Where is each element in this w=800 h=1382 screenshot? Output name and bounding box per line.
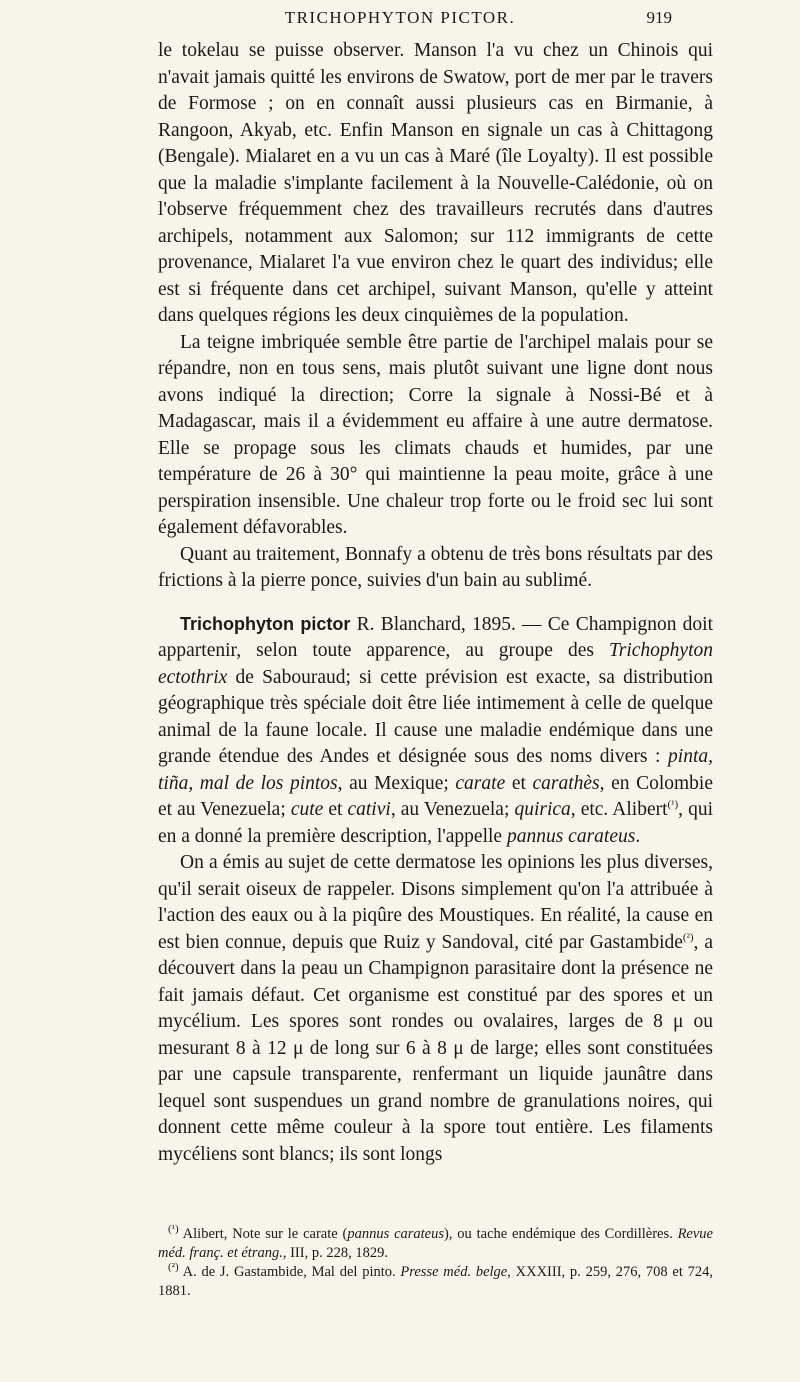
footnote [158, 1225, 713, 1263]
text-run: , a découvert dans la peau un Champignon parasitaire dont la présence ne fait jamais défaut. Cet organisme est constitué par des spores et un mycélium. Les spores sont rondes ou ovalaires, larges de 8 μ ou mesurant 8 à 12 μ de long sur 6 à 8 μ de large; elles sont constituées par une capsule transparente, renfermant un liquide jaunâtre dans lequel sont suspendues un grand nombre de granulations noires, qui donnent cette même couleur à la spore tout entière. Les filaments mycéliens sont blancs; ils sont longs [158, 931, 713, 1165]
italic-term: pannus carateus [506, 825, 636, 847]
text-run: , au Mexique; [337, 772, 456, 794]
text-run: et [323, 799, 348, 820]
paragraph: Quant au traitement, Bonnafy a obtenu de très bons résultats par des frictions à la pierre ponce, suivies d'un bain au sublimé. [158, 543, 713, 591]
text-run: On a émis au sujet de cette dermatose les opinions les plus diverses, qu'il serait oiseux de rappeler. Disons simplement qu'on l'a attribuée à l'action des eaux ou à la piqûre des Moustiques. En réalité, la cause en est bien connue, depuis que Ruiz y Sandoval, cité par Gastambide [158, 852, 713, 953]
body-text [158, 38, 713, 1168]
italic-term: cute [290, 799, 324, 820]
italic-term: quirica [514, 799, 571, 820]
text-run: Alibert, Note sur le carate ( [178, 1226, 348, 1242]
section-paragraph [158, 611, 713, 851]
italic-term: Presse méd. belge [400, 1264, 508, 1280]
italic-term: pannus carateus [347, 1226, 445, 1242]
footnote-mark: (²) [168, 1261, 179, 1274]
italic-term: Revue méd. franç. et étrang. [158, 1226, 713, 1261]
text-run: et [505, 772, 533, 794]
text-run: , etc. Alibert [570, 799, 668, 820]
text-run: Ce Champignon doit appartenir, selon toute apparence, au groupe des [158, 613, 714, 661]
running-title: TRICHOPHYTON PICTOR. [284, 8, 516, 27]
italic-term: carate [455, 772, 506, 794]
text-run: ), ou tache endémique des Cordillères. [444, 1226, 678, 1242]
italic-term: carathès [532, 772, 600, 794]
text-run: . [635, 825, 641, 847]
italic-term: pinta, tiña, mal de los pintos [158, 746, 713, 794]
page-header [0, 6, 800, 34]
italic-term: cativi [347, 799, 391, 820]
page-number: 919 [646, 8, 672, 27]
paragraph: le tokelau se puisse observer. Manson l'a vu chez un Chinois qui n'avait jamais quitté les environs de Swatow, port de mer par le travers de Formose ; on en connaît aussi plusieurs cas en Birmanie, à Rangoon, Akyab, etc. Enfin Manson en signale un cas à Chittagong (Bengale). Mialaret en a vu un cas à Maré (île Loyalty). Il est possible que la maladie s'implante facilement à la Nouvelle-Calédonie, où on l'observe fréquemment chez des travailleurs recrutés dans d'autres archipels, notamment aux Salomon; sur 112 immigrants de cette provenance, Mialaret l'a vue environ chez le quart des individus; elle est si fréquente dans cet archipel, suivant Manson, qu'elle y atteint dans quelques régions les deux cinquièmes de la population. [158, 40, 713, 326]
paragraph [158, 850, 713, 1168]
text-run: , qui en a donné la première description, l'appelle [158, 799, 714, 847]
text-run: , en Colombie et au Venezuela; [158, 772, 714, 820]
text-run: , au Venezuela; [390, 799, 515, 820]
footnote-ref: (¹) [667, 798, 679, 811]
text-run: A. de J. Gastambide, Mal del pinto. [178, 1264, 401, 1280]
footnote-mark: (¹) [168, 1223, 179, 1236]
section-author-year: R. Blanchard, 1895. — [350, 613, 548, 635]
footnote [158, 1263, 713, 1301]
section-title: Trichophyton pictor [180, 613, 351, 634]
footnotes [158, 1225, 713, 1301]
text-run: , XXXIII, p. 259, 276, 708 et 724, 1881. [158, 1264, 713, 1299]
italic-term: Trichophyton ectothrix [158, 640, 713, 688]
paragraph: La teigne imbriquée semble être partie de l'archipel malais pour se répandre, non en tous sens, mais plutôt suivant une ligne dont nous avons indiqué la direction; Corre la signale à Nossi-Bé et à Madagascar, mais il a évidemment eu affaire à une autre dermatose. Elle se propage sous les climats chauds et humides, par une température de 26 à 30° qui maintienne la peau moite, grâce à une perspiration insensible. Une chaleur trop forte ou le froid sec lui sont également défavorables. [158, 331, 713, 538]
footnote-ref: (²) [682, 931, 694, 943]
text-run: de Sabouraud; si cette prévision est exacte, sa distribution géographique très spéciale doit être liée intimement à celle de quelque animal de la faune locale. Il cause une maladie endémique dans une grande étendue des Andes et désignée sous des noms divers : [158, 666, 713, 767]
text-run: , III, p. 228, 1829. [282, 1245, 388, 1261]
